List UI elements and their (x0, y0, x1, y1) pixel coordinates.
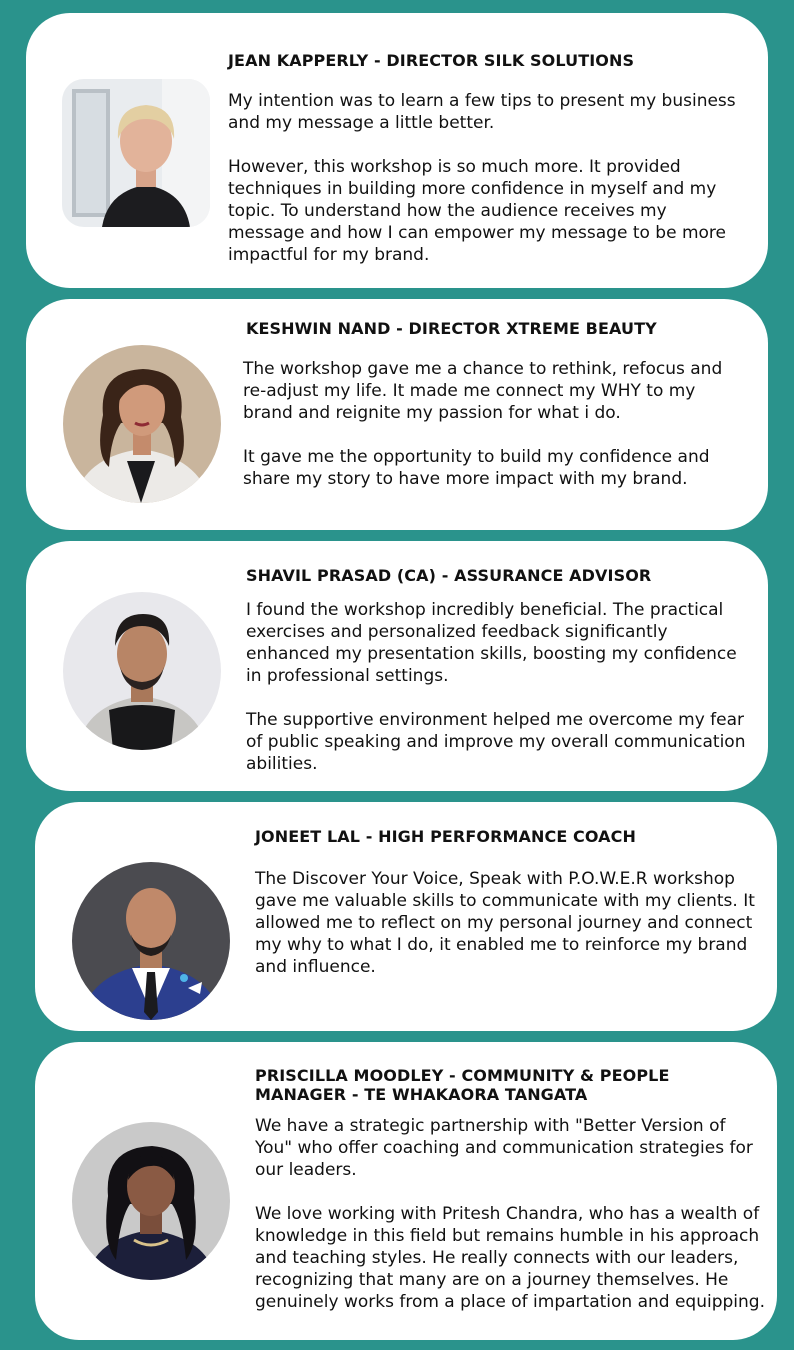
testimonial-paragraph: My intention was to learn a few tips to present my business and my message a little better. (228, 91, 736, 133)
testimonial-paragraph: We have a strategic partnership with "Better Version of You" who offer coaching and communication strategies for our leaders. (255, 1116, 753, 1180)
testimonial-text (246, 599, 746, 775)
testimonial-text (255, 1115, 765, 1313)
avatar (63, 592, 221, 750)
testimonial-name: JEAN KAPPERLY - DIRECTOR SILK SOLUTIONS (228, 51, 635, 70)
testimonial-name: JONEET LAL - HIGH PERFORMANCE COACH (255, 827, 636, 846)
testimonial-paragraph: We love working with Pritesh Chandra, who has a wealth of knowledge in this field but remains humble in his approach and teaching styles. He really connects with our leaders, recognizing that many are on a journey themselves. He genuinely works from a place of impartation and equipping. (255, 1204, 765, 1312)
testimonial-card (26, 13, 768, 288)
testimonial-text (243, 358, 749, 490)
avatar (63, 345, 221, 503)
testimonial-name: SHAVIL PRASAD (CA) - ASSURANCE ADVISOR (246, 566, 652, 585)
avatar (72, 862, 230, 1020)
testimonial-paragraph: The supportive environment helped me overcome my fear of public speaking and improve my overall communication abilities. (246, 710, 746, 774)
avatar (72, 1122, 230, 1280)
testimonial-card (35, 802, 777, 1031)
testimonial-paragraph: It gave me the opportunity to build my confidence and share my story to have more impact with my brand. (243, 447, 710, 489)
testimonial-card (35, 1042, 777, 1340)
testimonial-paragraph: The Discover Your Voice, Speak with P.O.W.E.R workshop gave me valuable skills to communicate with my clients. It allowed me to reflect on my personal journey and connect my why to what I do, it enabled me to reinforce my brand and influence. (255, 869, 755, 977)
testimonial-name: PRISCILLA MOODLEY - COMMUNITY & PEOPLE MANAGER - TE WHAKAORA TANGATA (255, 1066, 670, 1104)
testimonial-paragraph: The workshop gave me a chance to rethink, refocus and re-adjust my life. It made me connect my WHY to my brand and reignite my passion for what i do. (243, 359, 723, 423)
testimonial-paragraph: However, this workshop is so much more. It provided techniques in building more confidence in myself and my topic. To understand how the audience receives my message and how I can empower my message to be more impactful for my brand. (228, 157, 726, 265)
testimonial-card (26, 299, 768, 530)
testimonial-paragraph: I found the workshop incredibly beneficial. The practical exercises and personalized feedback significantly enhanced my presentation skills, boosting my confidence in professional settings. (246, 600, 737, 686)
testimonial-text (255, 868, 755, 978)
testimonial-text (228, 90, 748, 266)
testimonial-card (26, 541, 768, 791)
testimonial-name: KESHWIN NAND - DIRECTOR XTREME BEAUTY (246, 319, 657, 338)
avatar (62, 79, 210, 227)
